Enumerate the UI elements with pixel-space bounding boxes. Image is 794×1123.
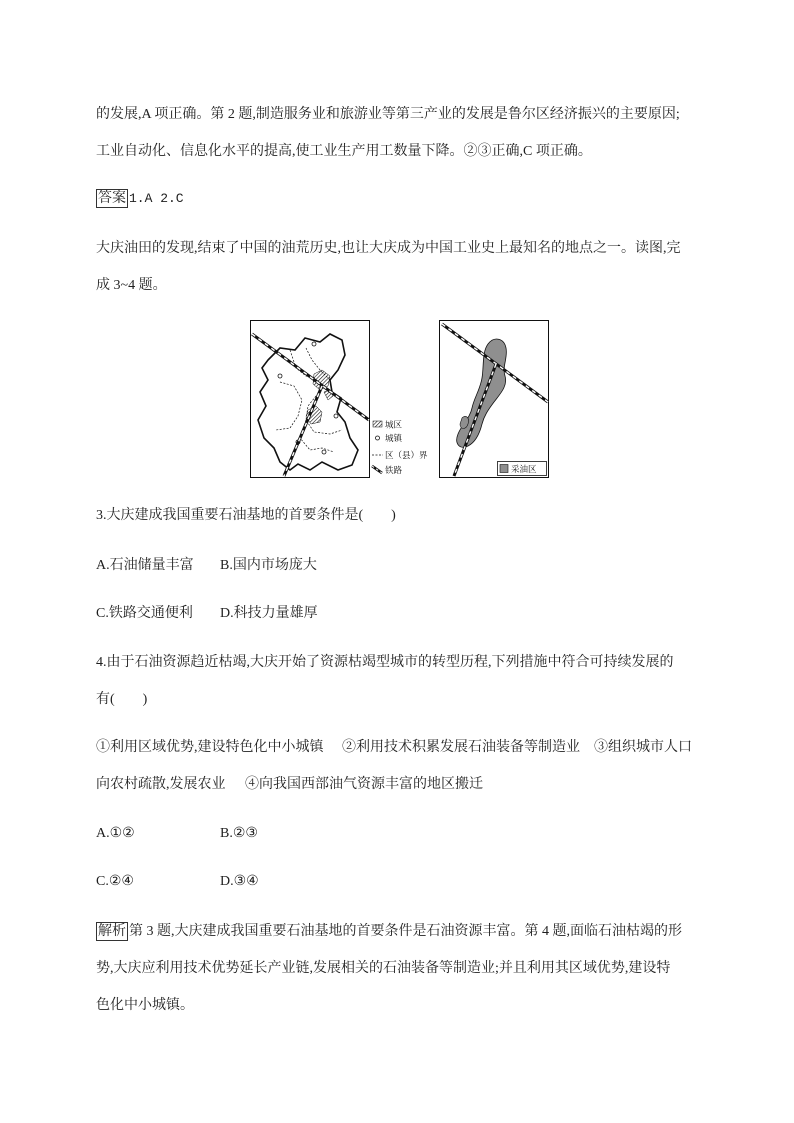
q4-stem-line-1: 4.由于石油资源趋近枯竭,大庆开始了资源枯竭型城市的转型历程,下列措施中符合可持续发展的 (96, 655, 674, 670)
passage-line-1: 大庆油田的发现,结束了中国的油荒历史,也让大庆成为中国工业史上最知名的地点之一。读图,完 (96, 241, 681, 256)
passage-line-2: 成 3~4 题。 (96, 278, 167, 293)
urban-legend-swatch (373, 421, 382, 427)
q4-option-d[interactable]: D.③④ (220, 874, 259, 889)
answer-label: 答案 (98, 191, 126, 206)
answer-line (96, 189, 184, 209)
q4-measure-4: ④向我国西部油气资源丰富的地区搬迁 (245, 777, 483, 792)
right-map (440, 321, 549, 478)
q4-measure-2: ②利用技术积累发展石油装备等制造业 (342, 740, 580, 755)
legend-urban-label: 城区 (385, 420, 403, 431)
legend-boundary-label: 区（县）界 (385, 451, 428, 461)
q3-stem: 3.大庆建成我国重要石油基地的首要条件是( ) (96, 508, 396, 523)
q4-measure-3-continued: 向农村疏散,发展农业 (96, 777, 226, 792)
q4-stem-line-2: 有( ) (96, 692, 148, 707)
daqing-map-figure (250, 320, 550, 480)
q4-measure-1: ①利用区域优势,建设特色化中小城镇 (96, 740, 324, 755)
q3-option-c[interactable]: C.铁路交通便利 (96, 606, 193, 621)
analysis-text-1: 第 3 题,大庆建成我国重要石油基地的首要条件是石油资源丰富。第 4 题,面临石油枯竭的形 (129, 924, 682, 939)
oil-legend-swatch (500, 465, 508, 473)
q4-option-a[interactable]: A.①② (96, 826, 135, 841)
left-map-frame (251, 321, 370, 478)
q4-measure-3: ③组织城市人口 (594, 740, 692, 755)
analysis-label: 解析 (98, 924, 126, 939)
town-legend-swatch (376, 436, 380, 440)
legend-railway-label: 铁路 (385, 466, 403, 476)
prev-analysis-line-2: 工业自动化、信息化水平的提高,使工业生产用工数量下降。②③正确,C 项正确。 (96, 144, 592, 159)
left-map (251, 321, 370, 478)
oil-legend (498, 462, 547, 476)
analysis-line-3: 色化中小城镇。 (96, 998, 194, 1013)
q4-option-c[interactable]: C.②④ (96, 874, 134, 889)
q3-option-a[interactable]: A.石油储量丰富 (96, 558, 194, 573)
q3-option-d[interactable]: D.科技力量雄厚 (220, 606, 318, 621)
q3-option-b[interactable]: B.国内市场庞大 (220, 558, 317, 573)
analysis-line-2: 势,大庆应利用技术优势延长产业链,发展相关的石油装备等制造业;并且利用其区域优势,建设特 (96, 961, 671, 976)
railway-legend-swatch (372, 466, 382, 473)
answer-text: 1.A 2.C (129, 191, 184, 206)
map-legend (372, 420, 428, 477)
q4-option-b[interactable]: B.②③ (220, 826, 258, 841)
oil-legend-label: 采油区 (511, 465, 537, 475)
prev-analysis-line-1: 的发展,A 项正确。第 2 题,制造服务业和旅游业等第三产业的发展是鲁尔区经济振兴的主要原因; (96, 107, 680, 122)
analysis-line-1 (96, 922, 682, 942)
legend-town-label: 城镇 (385, 434, 403, 444)
